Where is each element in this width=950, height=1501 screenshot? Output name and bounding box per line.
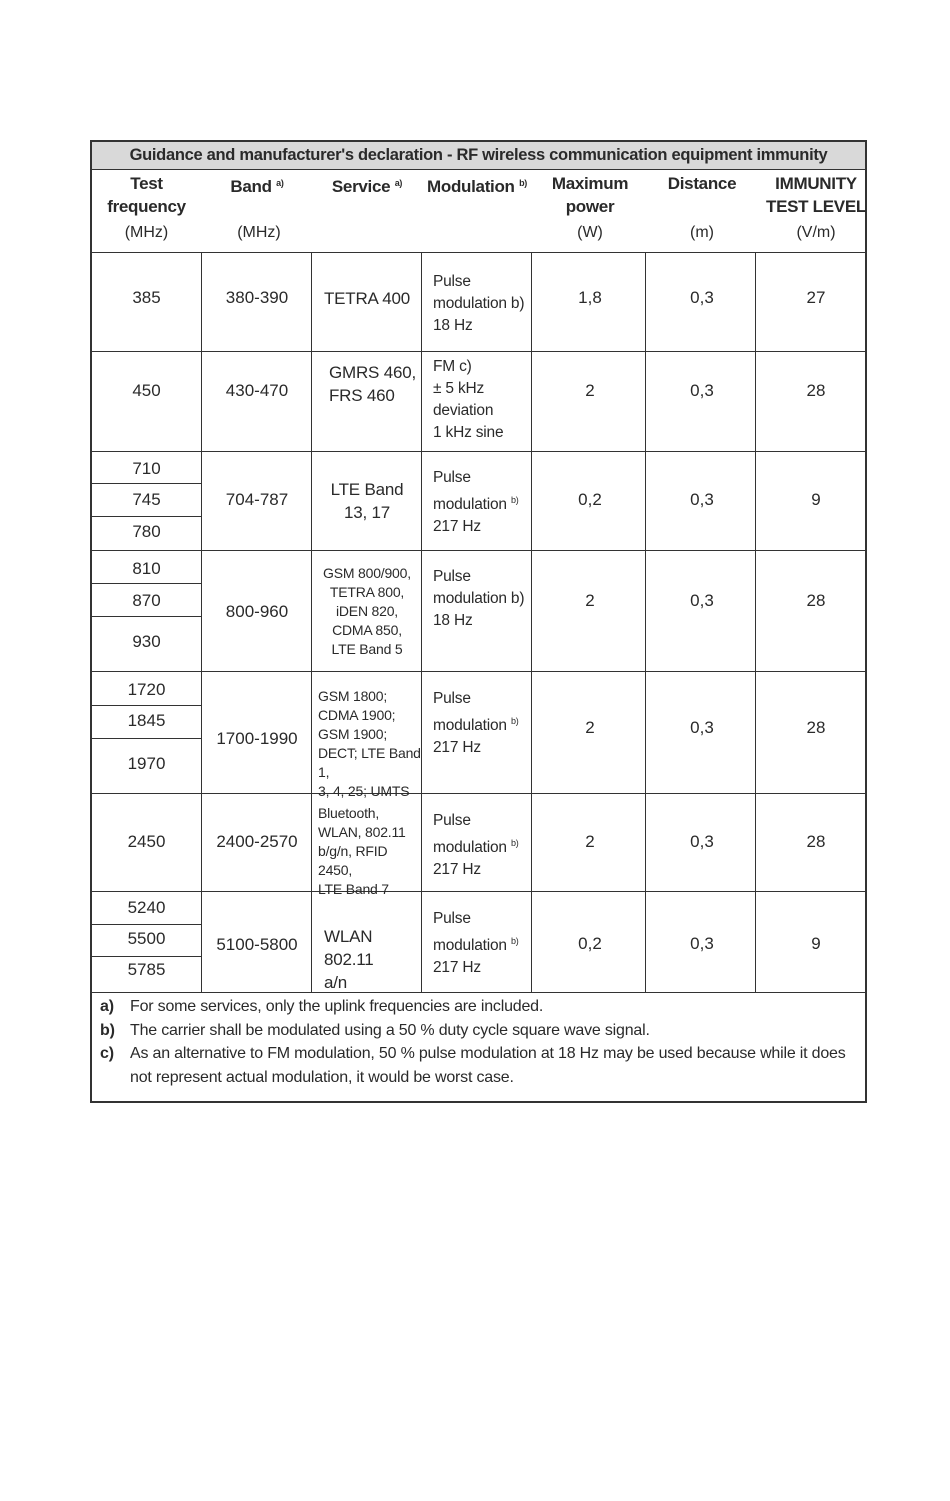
power-cell: 2 [585,591,595,610]
freq-cell: 450 [132,381,161,400]
column-divider [201,252,202,992]
level-cell: 28 [806,381,826,400]
band-cell: 1700-1990 [216,729,298,748]
unit-distance: (m) [690,224,714,241]
modulation-cell: Pulse modulation $^{b)}$ 217 Hz [433,812,519,878]
distance-cell: 0,3 [690,288,714,307]
footnote-b: b) The carrier shall be modulated using a 50 % duty cycle square wave signal. [100,1021,650,1039]
modulation-cell: FM c) ± 5 kHz deviation 1 kHz sine [433,358,504,441]
row-divider [92,451,865,452]
level-cell: 28 [806,832,826,851]
unit-test-frequency: (MHz) [124,224,169,241]
power-cell: 1,8 [578,288,602,307]
header-band: Band $^{a)}$ [230,177,284,196]
power-cell: 0,2 [578,490,602,509]
freq-divider [92,483,201,484]
freq-divider [92,738,201,739]
distance-cell: 0,3 [690,718,714,737]
band-cell: 380-390 [225,288,289,307]
freq-divider [92,583,201,584]
footnotes [100,995,846,1089]
modulation-cell: Pulse modulation b) 18 Hz [433,568,525,629]
service-cell: TETRA 400 [323,289,411,308]
band-cell: 800-960 [225,602,289,621]
distance-cell: 0,3 [690,832,714,851]
header-modulation: Modulation $^{b)}$ [427,177,527,196]
level-cell: 9 [811,934,821,953]
band-cell: 2400-2570 [216,832,298,851]
level-cell: 9 [811,490,821,509]
notes-divider [92,992,865,993]
modulation-cell: Pulse modulation $^{b)}$ 217 Hz [433,469,519,535]
header-immunity-test-level: IMMUNITY TEST LEVEL [766,174,866,216]
distance-cell: 0,3 [690,381,714,400]
column-divider [755,252,756,992]
freq-cell: 870 [132,591,161,610]
row-divider [92,891,865,892]
freq-cell: 1970 [127,754,166,773]
level-cell: 28 [806,718,826,737]
distance-cell: 0,3 [690,934,714,953]
header-test-frequency-line1: Test [130,174,163,193]
header-divider [92,252,865,253]
header-service: Service $^{a)}$ [331,177,403,196]
level-cell: 28 [806,591,826,610]
freq-divider [92,924,201,925]
header-distance: Distance [667,174,737,193]
power-cell: 2 [585,381,595,400]
band-cell: 5100-5800 [216,935,298,954]
freq-cell: 385 [132,288,161,307]
freq-cell: 1720 [127,680,166,699]
column-divider [645,252,646,992]
modulation-cell: Pulse modulation b) 18 Hz [433,273,525,334]
freq-cell: 745 [132,490,161,509]
service-cell: GMRS 460, FRS 460 [329,363,417,405]
table-title: Guidance and manufacturer's declaration - RF wireless communication equipment immunity [92,142,865,170]
unit-immunity: (V/m) [796,224,836,241]
freq-cell: 780 [132,522,161,541]
freq-divider [92,616,201,617]
service-cell: WLAN 802.11 a/n [324,927,374,992]
power-cell: 2 [585,718,595,737]
row-divider [92,793,865,794]
row-divider [92,351,865,352]
service-cell: Bluetooth, WLAN, 802.11 b/g/n, RFID 2450, LTE Band 7 [318,805,406,897]
freq-cell: 930 [132,632,161,651]
row-divider [92,550,865,551]
freq-cell: 5785 [127,960,166,979]
freq-cell: 1845 [127,711,166,730]
power-cell: 0,2 [578,934,602,953]
freq-divider [92,516,201,517]
service-cell: LTE Band 13, 17 [330,480,404,522]
footnote-a: a) For some services, only the uplink frequencies are included. [100,998,544,1015]
distance-cell: 0,3 [690,490,714,509]
band-cell: 430-470 [225,381,289,400]
service-cell: GSM 1800; CDMA 1900; GSM 1900; DECT; LTE Band 1, 3, 4, 25; UMTS [318,688,421,799]
freq-cell: 810 [132,559,161,578]
unit-band: (MHz) [237,224,281,241]
header-maximum-power: Maximum power [551,174,629,216]
header-test-frequency-line2: frequency [107,197,186,216]
freq-cell: 5500 [127,929,166,948]
freq-cell: 2450 [127,832,166,851]
rf-immunity-table [90,140,867,1103]
row-divider [92,671,865,672]
freq-cell: 710 [132,459,161,478]
power-cell: 2 [585,832,595,851]
freq-divider [92,956,201,957]
freq-divider [92,705,201,706]
service-cell: GSM 800/900, TETRA 800, iDEN 820, CDMA 850, LTE Band 5 [323,565,411,657]
unit-max-power: (W) [577,224,603,241]
level-cell: 27 [806,288,826,307]
band-cell: 704-787 [225,490,289,509]
distance-cell: 0,3 [690,591,714,610]
modulation-cell: Pulse modulation $^{b)}$ 217 Hz [433,690,519,756]
footnote-c: c) As an alternative to FM modulation, 50 % pulse modulation at 18 Hz may be used because while it does not represent actual modulation, it would be worst case. [100,1045,846,1086]
freq-cell: 5240 [127,898,166,917]
modulation-cell: Pulse modulation $^{b)}$ 217 Hz [433,910,519,976]
header-test-frequency [92,172,201,218]
